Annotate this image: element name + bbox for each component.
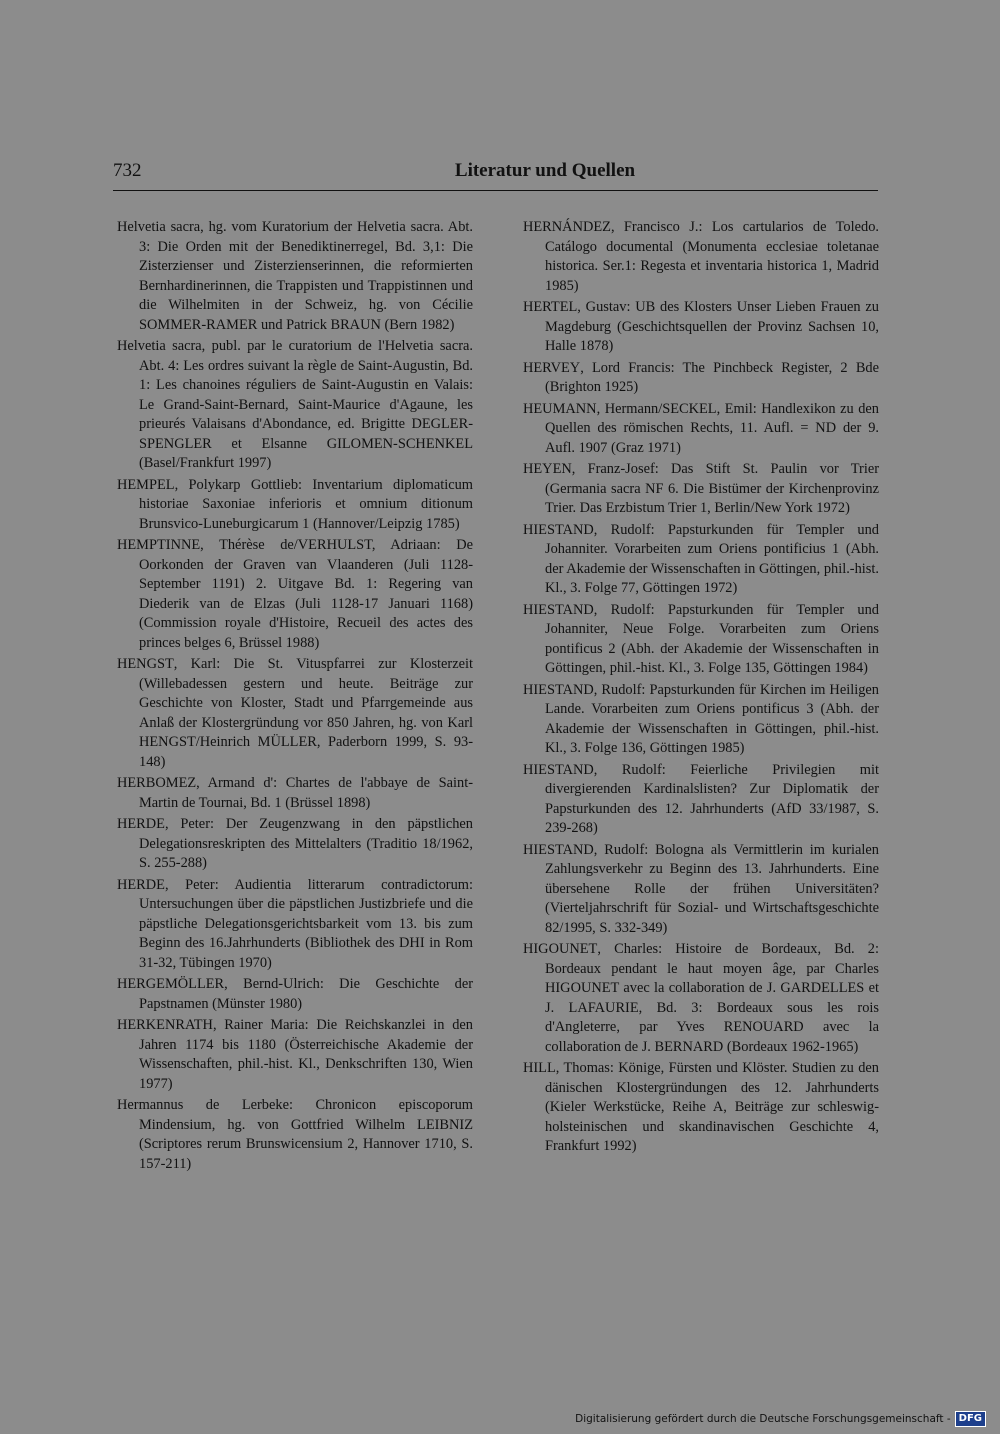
entry-lead: HIESTAND bbox=[523, 521, 594, 538]
entry-text: , Francisco J.: Los cartularios de Toledo. Catálogo documental (Monumenta ecclesiae toletanae historica. Ser.1: Regesta et inventaria historica 1, Madrid 1985) bbox=[545, 219, 879, 294]
bibliography-entry bbox=[117, 815, 473, 874]
bibliography-entry bbox=[117, 975, 473, 1014]
bibliography-entry bbox=[523, 460, 879, 519]
entry-lead: HIESTAND bbox=[523, 681, 594, 698]
entry-lead: HERVEY bbox=[523, 359, 581, 376]
entry-text: , Charles: Histoire de Bordeaux, Bd. 2: Bordeaux pendant le haut moyen âge, par Charles HIGOUNET avec la collaboration de J. GARDELLES et J. LAFAURIE, Bd. 3: Bordeaux sous les rois d'Angleterre, par Yves RENOUARD avec la collaboration de J. BERNARD (Bordeaux 1962-1965) bbox=[545, 941, 879, 1055]
bibliography-entry bbox=[523, 359, 879, 398]
right-column bbox=[523, 218, 879, 1159]
running-head: Literatur und Quellen bbox=[454, 160, 636, 181]
bibliography-entry bbox=[117, 218, 473, 335]
entry-text: , Lord Francis: The Pinchbeck Register, 2 Bde (Brighton 1925) bbox=[545, 359, 879, 395]
bibliography-entry bbox=[523, 761, 879, 839]
bibliography-entry bbox=[523, 521, 879, 599]
bibliography-entry bbox=[117, 655, 473, 772]
entry-lead: Helvetia sacra bbox=[117, 338, 202, 354]
entry-lead: HERGEMÖLLER bbox=[117, 976, 225, 992]
header-rule bbox=[113, 190, 878, 191]
entry-text: , Peter: Audientia litterarum contradictorum: Untersuchungen über die päpstlichen Justizbriefe und die päpstliche Delegationsgerichtsbarkeit vom 13. bis zum Beginn des 16.Jahrhunderts (Bibliothek des DHI in Rom 31-32, Tübingen 1970) bbox=[139, 876, 473, 971]
bibliography-entry bbox=[117, 476, 473, 535]
footer-credit-text: Digitalisierung gefördert durch die Deutsche Forschungsgemeinschaft - bbox=[575, 1413, 951, 1425]
bibliography-entry bbox=[523, 218, 879, 296]
entry-lead: HERKENRATH bbox=[117, 1017, 213, 1033]
entry-lead: Helvetia sacra bbox=[117, 219, 201, 235]
bibliography-entry bbox=[523, 841, 879, 939]
left-column bbox=[117, 218, 473, 1176]
entry-lead: HERTEL bbox=[523, 299, 578, 315]
bibliography-entry bbox=[523, 1059, 879, 1157]
entry-text: , Armand d': Chartes de l'abbaye de Saint-Martin de Tournai, Bd. 1 (Brüssel 1898) bbox=[139, 775, 473, 811]
entry-text: , Thomas: Könige, Fürsten und Klöster. Studien zu den dänischen Klostergründungen des 12. Jahrhunderts (Kieler Werkstücke, Reihe A, Beiträge zur schleswig-holsteinischen und skandinavischen Geschichte 4, Frankfurt 1992) bbox=[545, 1060, 879, 1154]
entry-lead: HIGOUNET bbox=[523, 941, 598, 957]
entry-lead: HERNÁNDEZ bbox=[523, 219, 611, 235]
entry-text: , Rudolf: Papsturkunden für Templer und Johanniter. Vorarbeiten zum Oriens pontificius 1 (Abh. der Akademie der Wissenschaften in Göttingen, phil.-hist. Kl., 3. Folge 77, Göttingen 1972) bbox=[545, 521, 879, 596]
bibliography-entry bbox=[523, 940, 879, 1057]
page-number: 732 bbox=[113, 160, 142, 181]
entry-text: , Polykarp Gottlieb: Inventarium diplomaticum historiae Saxoniae inferioris et omnium ditionum Brunsvico-Luneburgicarum 1 (Hannover/Leipzig 1785) bbox=[139, 476, 473, 532]
bibliography-entry bbox=[117, 337, 473, 474]
entry-lead: HEYEN bbox=[523, 461, 572, 477]
entry-lead: HEMPTINNE bbox=[117, 537, 201, 553]
entry-text: , hg. vom Kuratorium der Helvetia sacra. Abt. 3: Die Orden mit der Benediktinerregel, Bd. 3,1: Die Zisterzienser und Zisterzienserinnen, die reformierten Bernhardinerinnen, die Trappisten und Trappistinnen und die Wilhelmiten in der Schweiz, hg. von Cécilie SOMMER-RAMER und Patrick BRAUN (Bern 1982) bbox=[139, 219, 473, 333]
entry-text: , Hermann/SECKEL, Emil: Handlexikon zu den Quellen des römischen Rechts, 11. Aufl. = ND der 9. Aufl. 1907 (Graz 1971) bbox=[545, 400, 879, 456]
bibliography-entry bbox=[117, 1096, 473, 1174]
dfg-logo: DFG bbox=[955, 1411, 986, 1427]
entry-lead: HENGST bbox=[117, 656, 174, 672]
digitization-footer bbox=[575, 1411, 986, 1427]
entry-lead: HERDE bbox=[117, 876, 165, 893]
bibliography-entry bbox=[523, 601, 879, 679]
entry-text: , Rudolf: Bologna als Vermittlerin im kurialen Zahlungsverkehr zu Beginn des 13. Jahrhunderts. Eine übersehene Rolle der frühen Universitäten? (Vierteljahrschrift für Sozial- und Wirtschaftsgeschichte 82/1995, S. 332-349) bbox=[545, 841, 879, 936]
entry-text: , Thérèse de/VERHULST, Adriaan: De Oorkonden der Graven van Vlaanderen (Juli 1128-September 1191) 2. Uitgave Bd. 1: Regering van Diederik van de Elzas (Juli 1128-17 Januari 1168) (Commission royale d'Histoire, Recueil des actes des princes belges 6, Brüssel 1988) bbox=[139, 537, 473, 651]
bibliography-entry bbox=[523, 400, 879, 459]
bibliography-entry bbox=[117, 774, 473, 813]
entry-lead: HILL bbox=[523, 1060, 556, 1076]
entry-lead: HEUMANN bbox=[523, 400, 597, 417]
entry-text: , Gustav: UB des Klosters Unser Lieben Frauen zu Magdeburg (Geschichtsquellen der Provinz Sachsen 10, Halle 1878) bbox=[545, 299, 879, 354]
entry-text: , publ. par le curatorium de l'Helvetia sacra. Abt. 4: Les ordres suivant la règle de Saint-Augustin, Bd. 1: Les chanoines réguliers de Saint-Augustin en Valais: Le Grand-Saint-Bernard, Saint-Maurice d'Agaune, les prieurés Valaisans d'Abondance, ed. Brigitte DEGLER-SPENGLER et Elsanne GILOMEN-SCHENKEL (Basel/Frankfurt 1997) bbox=[139, 338, 473, 471]
entry-lead: HERDE bbox=[117, 816, 165, 832]
bibliography-entry bbox=[523, 681, 879, 759]
entry-lead: HIESTAND bbox=[523, 841, 594, 858]
entry-text: , Rudolf: Papsturkunden für Templer und Johanniter, Neue Folge. Vorarbeiten zum Oriens pontificus 2 (Abh. der Akademie der Wissenschaften in Göttingen, phil.-hist. Kl., 3. Folge 135, Göttingen 1984) bbox=[545, 601, 879, 676]
bibliography-entry bbox=[117, 1016, 473, 1094]
entry-text: , Rudolf: Papsturkunden für Kirchen im Heiligen Lande. Vorarbeiten zum Oriens pontificus 3 (Abh. der Akademie der Wissenschaften in Göttingen, phil.-hist. Kl., 3. Folge 136, Göttingen 1985) bbox=[545, 681, 879, 756]
entry-text: , Peter: Der Zeugenzwang in den päpstlichen Delegationsreskripten des Mittelalters (Traditio 18/1962, S. 255-288) bbox=[139, 816, 473, 871]
bibliography-entry bbox=[523, 298, 879, 357]
entry-text: , Rainer Maria: Die Reichskanzlei in den Jahren 1174 bis 1180 (Österreichische Akademie der Wissenschaften, phil.-hist. Kl., Denkschriften 130, Wien 1977) bbox=[139, 1017, 473, 1092]
entry-text: : Chronicon episcoporum Mindensium, hg. von Gottfried Wilhelm LEIBNIZ (Scriptores rerum Brunswicensium 2, Hannover 1710, S. 157-211) bbox=[139, 1097, 473, 1172]
entry-lead: HERBOMEZ bbox=[117, 775, 197, 791]
entry-text: , Rudolf: Feierliche Privilegien mit divergierenden Kardinalslisten? Zur Diplomatik der Papsturkunden des 12. Jahrhunderts (AfD 33/1987, S. 239-268) bbox=[545, 761, 879, 836]
entry-text: , Bernd-Ulrich: Die Geschichte der Papstnamen (Münster 1980) bbox=[139, 976, 473, 1012]
entry-lead: HIESTAND bbox=[523, 601, 594, 618]
bibliography-entry bbox=[117, 876, 473, 974]
entry-lead: Hermannus de Lerbeke bbox=[117, 1097, 289, 1113]
entry-text: , Karl: Die St. Vituspfarrei zur Klosterzeit (Willebadessen gestern und heute. Beiträge zur Geschichte von Kloster, Stadt und Pfarrgemeinde aus Anlaß der Klostergründung vor 850 Jahren, hg. von Karl HENGST/Heinrich MÜLLER, Paderborn 1999, S. 93-148) bbox=[139, 656, 473, 770]
entry-lead: HEMPEL bbox=[117, 476, 175, 493]
entry-lead: HIESTAND bbox=[523, 761, 594, 778]
bibliography-entry bbox=[117, 536, 473, 653]
entry-text: , Franz-Josef: Das Stift St. Paulin vor Trier (Germania sacra NF 6. Die Bistümer der Kirchenprovinz Trier. Das Erzbistum Trier 1, Berlin/New York 1972) bbox=[545, 461, 879, 516]
